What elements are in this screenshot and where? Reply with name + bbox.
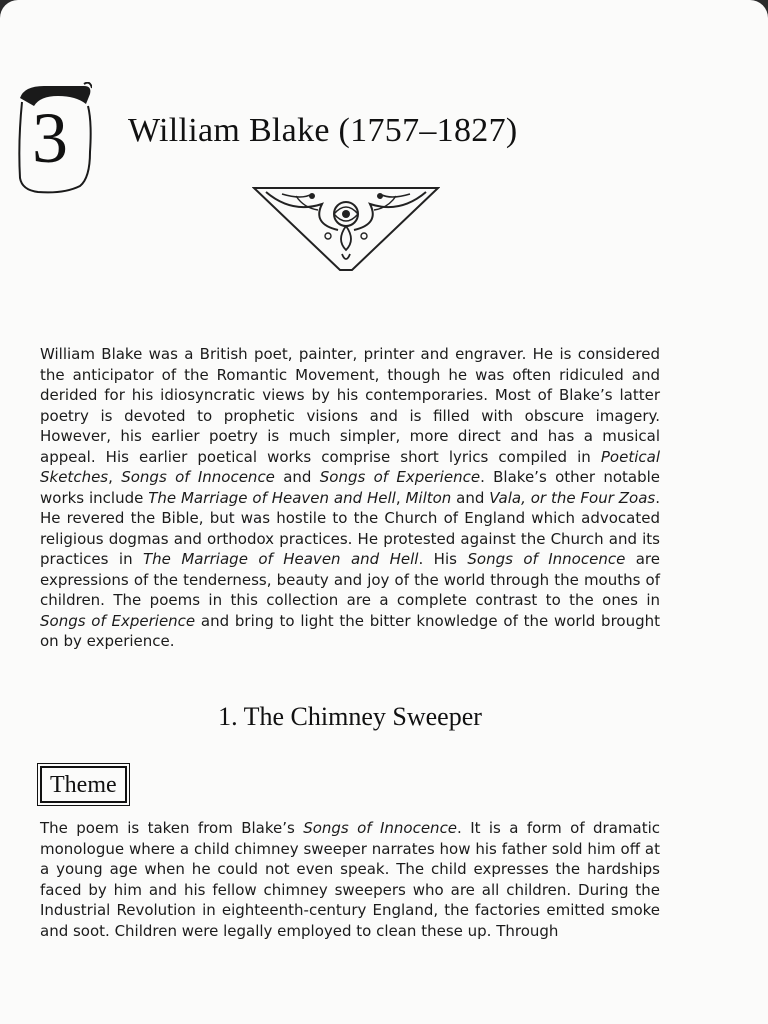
- work-title: The Marriage of Heaven and Hell: [143, 550, 419, 568]
- section-title: 1. The Chimney Sweeper: [218, 702, 482, 731]
- chapter-number: 3: [32, 98, 68, 178]
- work-title: The Marriage of Heaven and Hell: [148, 488, 396, 507]
- floral-ornament-icon: [252, 184, 440, 276]
- work-title: Vala, or the Four Zoas: [489, 488, 656, 507]
- chapter-title: William Blake (1757–1827): [128, 112, 518, 149]
- work-title: Songs of Experience: [319, 468, 481, 486]
- work-title: Songs of Experience: [40, 611, 196, 630]
- work-title: Songs of Innocence: [303, 819, 458, 837]
- theme-paragraph: The poem is taken from Blake’s Songs of Innocence. It is a form of dramatic monologue where a child chimney sweeper narrates how his father sold him off at a young age when he could not even speak. The child expresses the hardships faced by him and his fellow chimney sweepers who are all children. During the Industrial Revolution in eighteenth-century England, the factories emitted smoke and soot. Children were legally employed to clean these up. Through: [40, 819, 660, 940]
- work-title: Songs of Innocence: [121, 468, 275, 486]
- work-title: Songs of Innocence: [467, 550, 626, 568]
- theme-heading: Theme: [40, 766, 127, 803]
- work-title: Milton: [405, 488, 452, 507]
- work-title: Poetical Sketches: [40, 447, 660, 486]
- intro-paragraph: William Blake was a British poet, painter, printer and engraver. He is considered the anticipator of the Romantic Movement, though he was often ridiculed and derided for his idiosyncratic views by his contemporaries. Most of Blake’s latter poetry is devoted to prophetic visions and is filled with obscure imagery. However, his earlier poetry is much simpler, more direct and has a musical appeal. His earlier poetical works comprise short lyrics compiled in Poetical Sketches, Songs of Innocence and Songs of Experience. Blake’s other notable works include The Marriage of Heaven and Hell, Milton and Vala, or the Four Zoas. He revered the Bible, but was hostile to the Church of England which advocated religious dogmas and orthodox practices. He protested against the Church and its practices in The Marriage of Heaven and Hell. His Songs of Innocence are expressions of the tenderness, beauty and joy of the world through the mouths of children. The poems in this collection are a complete contrast to the ones in Songs of Experience and bring to light the bitter knowledge of the world brought on by experience.: [40, 345, 661, 650]
